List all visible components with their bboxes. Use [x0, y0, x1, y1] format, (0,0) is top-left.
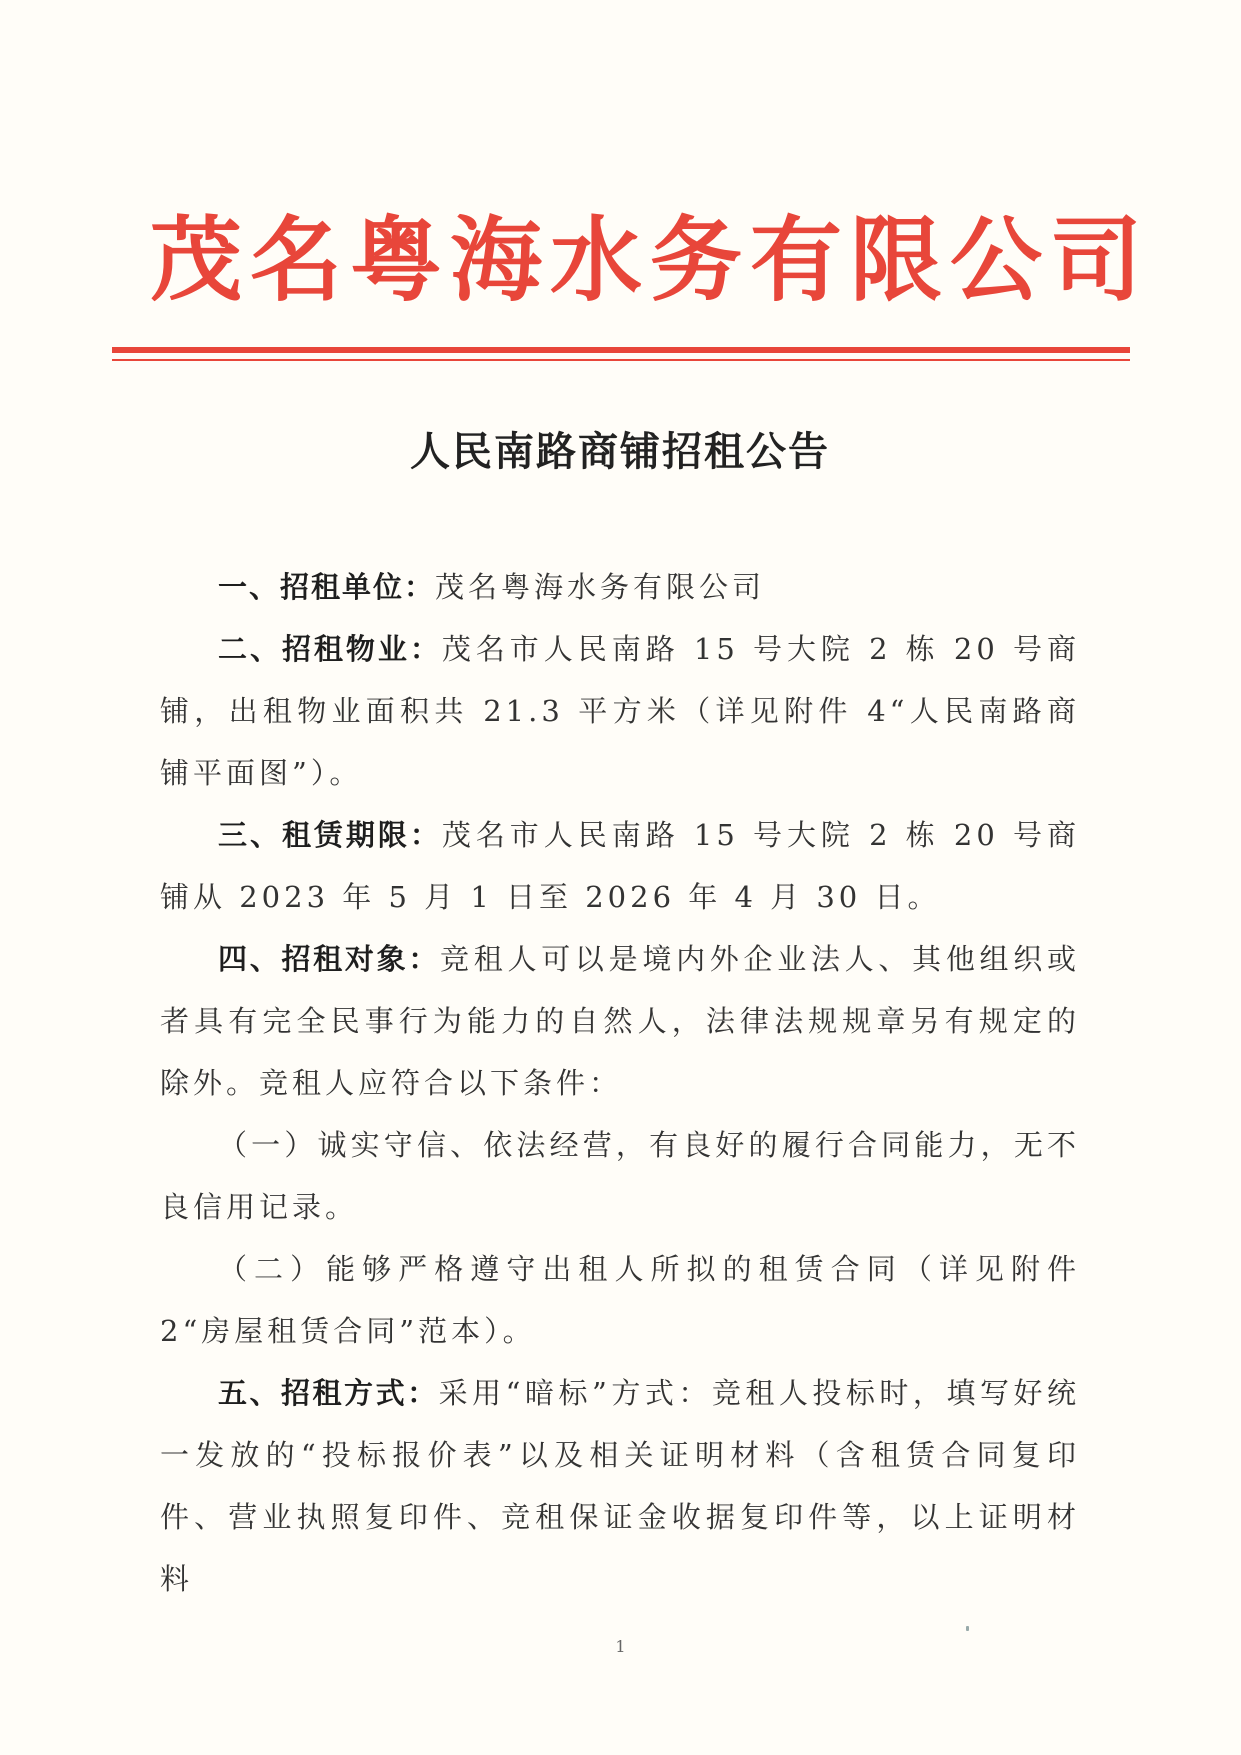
section-heading: 四、招租对象： [218, 942, 441, 976]
section-heading: 三、租赁期限： [218, 818, 442, 852]
section-text: 茂名市人民南路 15 号大院 2 栋 20 号商铺从 2023 年 5 月 1 日至 2026 年 4 月 30 日。 [160, 818, 1080, 914]
section-heading: 一、招租单位： [218, 570, 436, 604]
condition-text: （一）诚实守信、依法经营，有良好的履行合同能力，无不良信用记录。 [160, 1128, 1080, 1224]
section-5 [160, 1362, 1080, 1610]
section-text: 竞租人可以是境内外企业法人、其他组织或者具有完全民事行为能力的自然人，法律法规规章另有规定的除外。竞租人应符合以下条件： [160, 942, 1080, 1100]
section-heading: 五、招租方式： [218, 1376, 439, 1410]
section-text: 茂名市人民南路 15 号大院 2 栋 20 号商铺，出租物业面积共 21.3 平方米（详见附件 4“人民南路商铺平面图”）。 [160, 632, 1080, 790]
condition-text: （二）能够严格遵守出租人所拟的租赁合同（详见附件 2“房屋租赁合同”范本）。 [160, 1252, 1080, 1348]
letterhead-rule-thin [112, 359, 1130, 361]
section-4 [160, 928, 1080, 1114]
section-heading: 二、招租物业： [218, 632, 442, 666]
section-text: 采用“暗标”方式：竞租人投标时，填写好统一发放的“投标报价表”以及相关证明材料（含租赁合同复印件、营业执照复印件、竞租保证金收据复印件等，以上证明材料 [160, 1376, 1080, 1596]
section-2 [160, 618, 1080, 804]
document-body [160, 556, 1080, 1610]
letterhead-rule-thick [112, 347, 1130, 353]
section-text: 茂名粤海水务有限公司 [435, 570, 766, 604]
letterhead-company-name: 茂名粤海水务有限公司 [150, 206, 1151, 314]
condition-1 [160, 1114, 1080, 1238]
section-3 [160, 804, 1080, 928]
document-title: 人民南路商铺招租公告 [410, 428, 830, 475]
condition-2 [160, 1238, 1080, 1362]
section-1 [160, 556, 1080, 618]
page-number: 1 [615, 1637, 626, 1656]
scan-speck [966, 1626, 969, 1631]
